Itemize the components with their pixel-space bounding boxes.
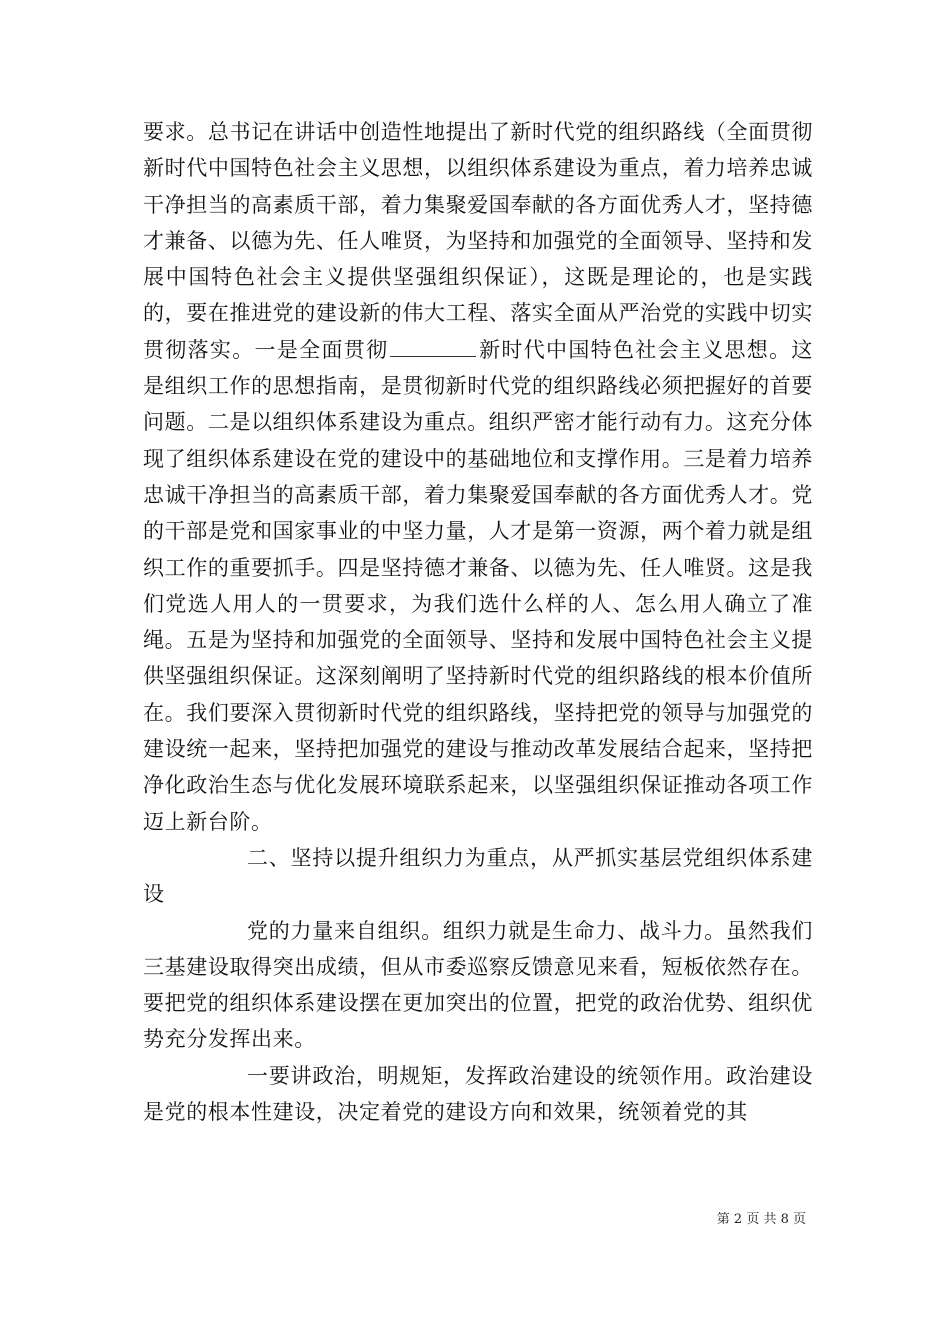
paragraph-political-building: 一要讲政治，明规矩，发挥政治建设的统领作用。政治建设是党的根本性建设，决定着党的建设方向和效果，统领着党的其	[143, 1063, 813, 1125]
paragraph-organizational-line	[143, 114, 813, 840]
fill-in-blank	[390, 355, 476, 357]
section-heading-2: 二、坚持以提升组织力为重点，从严抓实基层党组织体系建设	[143, 845, 813, 907]
paragraph-text-part1: 要求。总书记在讲话中创造性地提出了新时代党的组织路线（全面贯彻新时代中国特色社会主义思想，以组织体系建设为重点，着力培养忠诚干净担当的高素质干部，着力集聚爱国奉献的各方面优秀人才，坚持德才兼备、以德为先、任人唯贤，为坚持和加强党的全面领导、坚持和发展中国特色社会主义提供坚强组织保证），这既是理论的，也是实践的，要在推进党的建设新的伟大工程、落实全面从严治党的实践中切实贯彻落实。一是全面贯彻	[143, 120, 813, 362]
paragraph-text-part2: 新时代中国特色社会主义思想。这是组织工作的思想指南，是贯彻新时代党的组织路线必须把握好的首要问题。二是以组织体系建设为重点。组织严密才能行动有力。这充分体现了组织体系建设在党的建设中的基础地位和支撑作用。三是着力培养忠诚干净担当的高素质干部，着力集聚爱国奉献的各方面优秀人才。党的干部是党和国家事业的中坚力量，人才是第一资源，两个着力就是组织工作的重要抓手。四是坚持德才兼备、以德为先、任人唯贤。这是我们党选人用人的一贯要求，为我们选什么样的人、怎么用人确立了准绳。五是为坚持和加强党的全面领导、坚持和发展中国特色社会主义提供坚强组织保证。这深刻阐明了坚持新时代党的组织路线的根本价值所在。我们要深入贯彻新时代党的组织路线，坚持把党的领导与加强党的建设统一起来，坚持把加强党的建设与推动改革发展结合起来，坚持把净化政治生态与优化发展环境联系起来，以坚强组织保证推动各项工作迈上新台阶。	[143, 337, 813, 834]
page-number-footer: 第 2 页 共 8 页	[716, 1212, 806, 1227]
paragraph-organization-strength: 党的力量来自组织。组织力就是生命力、战斗力。虽然我们三基建设取得突出成绩，但从市委巡察反馈意见来看，短板依然存在。要把党的组织体系建设摆在更加突出的位置，把党的政治优势、组织优势充分发挥出来。	[143, 918, 813, 1052]
document-body	[143, 114, 813, 1130]
